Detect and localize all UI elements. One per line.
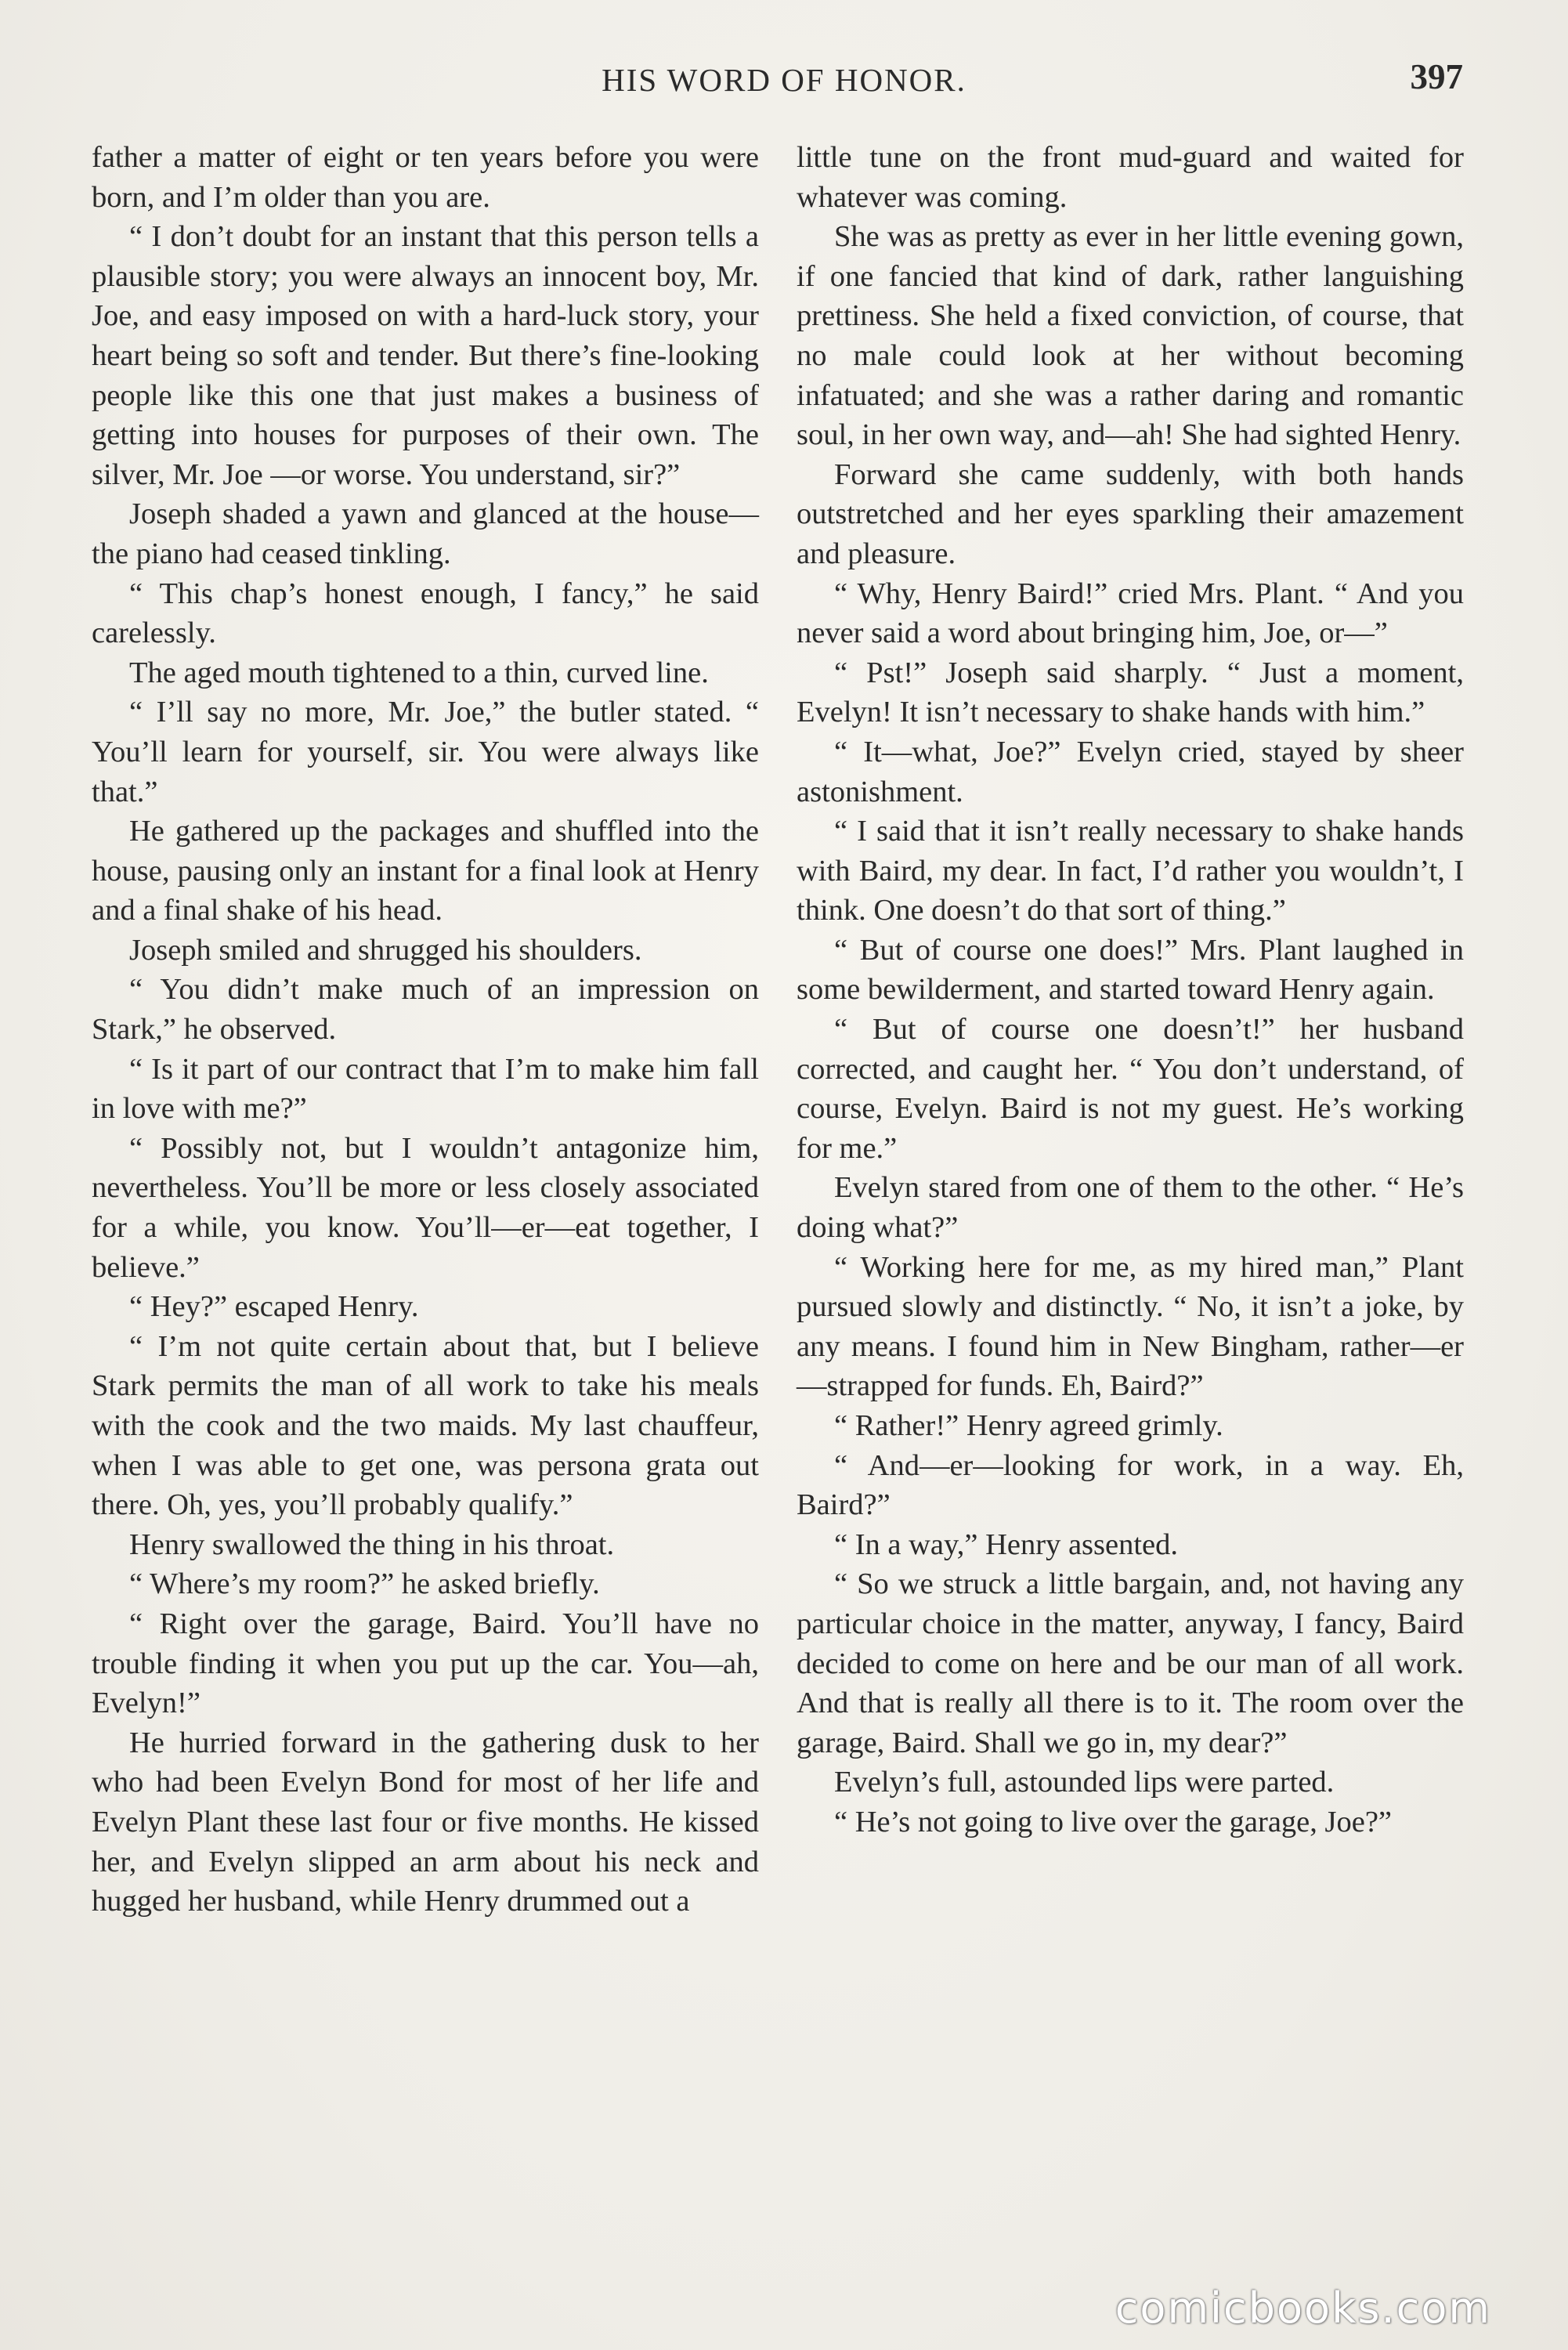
paragraph: The aged mouth tightened to a thin, curved line. <box>129 656 709 689</box>
paragraph: “ I’ll say no more, Mr. Joe,” the butler stated. “ You’ll learn for yourself, sir. You were always like that.” <box>92 696 759 808</box>
paragraph: “ Rather!” Henry agreed grimly. <box>834 1409 1223 1442</box>
site-watermark: comicbooks.com <box>1115 2283 1491 2333</box>
paragraph: Evelyn stared from one of them to the other. “ He’s doing what?” <box>797 1171 1464 1245</box>
paragraph: “ And—er—looking for work, in a way. Eh, Baird?” <box>797 1448 1464 1522</box>
paragraph: He hurried forward in the gathering dusk to her who had been Evelyn Bond for most of her life and Evelyn Plant these last four or five months. He kissed her, and Evelyn slipped an arm about his neck and hugged her husband, while Henry drummed out a <box>92 1726 759 1918</box>
paragraph: “ Possibly not, but I wouldn’t antagonize him, nevertheless. You’ll be more or less closely associated for a while, you know. You’ll—er—eat together, I believe.” <box>92 1131 759 1284</box>
paragraph: “ Is it part of our contract that I’m to make him fall in love with me?” <box>92 1052 759 1126</box>
paragraph: “ In a way,” Henry assented. <box>834 1528 1178 1561</box>
page-number: 397 <box>1410 57 1463 96</box>
paragraph: Joseph smiled and shrugged his shoulders. <box>129 933 642 967</box>
paragraph: “ But of course one doesn’t!” her husband corrected, and caught her. “ You don’t understand, of course, Evelyn. Baird is not my guest. He’s working for me.” <box>797 1013 1464 1165</box>
left-column <box>92 138 759 1922</box>
paragraph: “ So we struck a little bargain, and, not having any particular choice in the matter, anyway, I fancy, Baird decided to come on here and be our man of all work. And that is really all there is to it. The room over the garage, Baird. Shall we go in, my dear?” <box>797 1567 1464 1759</box>
paragraph: “ Where’s my room?” he asked briefly. <box>129 1567 600 1601</box>
running-title: HIS WORD OF HONOR. <box>602 62 966 98</box>
paragraph: “ Hey?” escaped Henry. <box>129 1290 419 1324</box>
paragraph: He gathered up the packages and shuffled into the house, pausing only an instant for a final look at Henry and a final shake of his head. <box>92 815 759 927</box>
page-header <box>0 57 1568 108</box>
paragraph: “ Pst!” Joseph said sharply. “ Just a moment, Evelyn! It isn’t necessary to shake hands with him.” <box>797 656 1464 729</box>
right-column <box>797 138 1464 1842</box>
paragraph: “ It—what, Joe?” Evelyn cried, stayed by sheer astonishment. <box>797 735 1464 808</box>
paragraph: Joseph shaded a yawn and glanced at the house—the piano had ceased tinkling. <box>92 497 759 570</box>
paragraph: little tune on the front mud-guard and waited for whatever was coming. <box>797 141 1464 214</box>
paragraph: “ I said that it isn’t really necessary to shake hands with Baird, my dear. In fact, I’d rather you wouldn’t, I think. One doesn’t do that sort of thing.” <box>797 815 1464 927</box>
paragraph: father a matter of eight or ten years before you were born, and I’m older than you are. <box>92 141 759 214</box>
paragraph: “ Right over the garage, Baird. You’ll have no trouble finding it when you put up the car. You—ah, Evelyn!” <box>92 1607 759 1720</box>
paragraph: “ I don’t doubt for an instant that this person tells a plausible story; you were always an innocent boy, Mr. Joe, and easy imposed on with a hard-luck story, your heart being so soft and tender. But there’s fine-looking people like this one that just makes a business of getting into houses for purposes of their own. The silver, Mr. Joe —or worse. You understand, sir?” <box>92 220 759 491</box>
paragraph: She was as pretty as ever in her little evening gown, if one fancied that kind of dark, rather languishing prettiness. She held a fixed conviction, of course, that no male could look at her without becoming infatuated; and she was a rather daring and romantic soul, in her own way, and—ah! She had sighted Henry. <box>797 220 1464 452</box>
paragraph: Forward she came suddenly, with both hands outstretched and her eyes sparkling their amazement and pleasure. <box>797 457 1464 570</box>
paragraph: “ You didn’t make much of an impression on Stark,” he observed. <box>92 973 759 1047</box>
paragraph: “ This chap’s honest enough, I fancy,” he said carelessly. <box>92 577 759 650</box>
paragraph: Henry swallowed the thing in his throat. <box>129 1528 615 1561</box>
paragraph: Evelyn’s full, astounded lips were parted. <box>834 1766 1335 1799</box>
paragraph: “ Why, Henry Baird!” cried Mrs. Plant. “ And you never said a word about bringing him, Joe, or—” <box>797 577 1464 650</box>
paragraph: “ I’m not quite certain about that, but I believe Stark permits the man of all work to take his meals with the cook and the two maids. My last chauffeur, when I was able to get one, was persona grata out there. Oh, yes, you’ll probably qualify.” <box>92 1329 759 1522</box>
paragraph: “ But of course one does!” Mrs. Plant laughed in some bewilderment, and started toward Henry again. <box>797 933 1464 1007</box>
paragraph: “ He’s not going to live over the garage, Joe?” <box>834 1805 1393 1838</box>
paragraph: “ Working here for me, as my hired man,” Plant pursued slowly and distinctly. “ No, it isn’t a joke, by any means. I found him in New Bingham, rather—er—strapped for funds. Eh, Baird?” <box>797 1250 1464 1403</box>
